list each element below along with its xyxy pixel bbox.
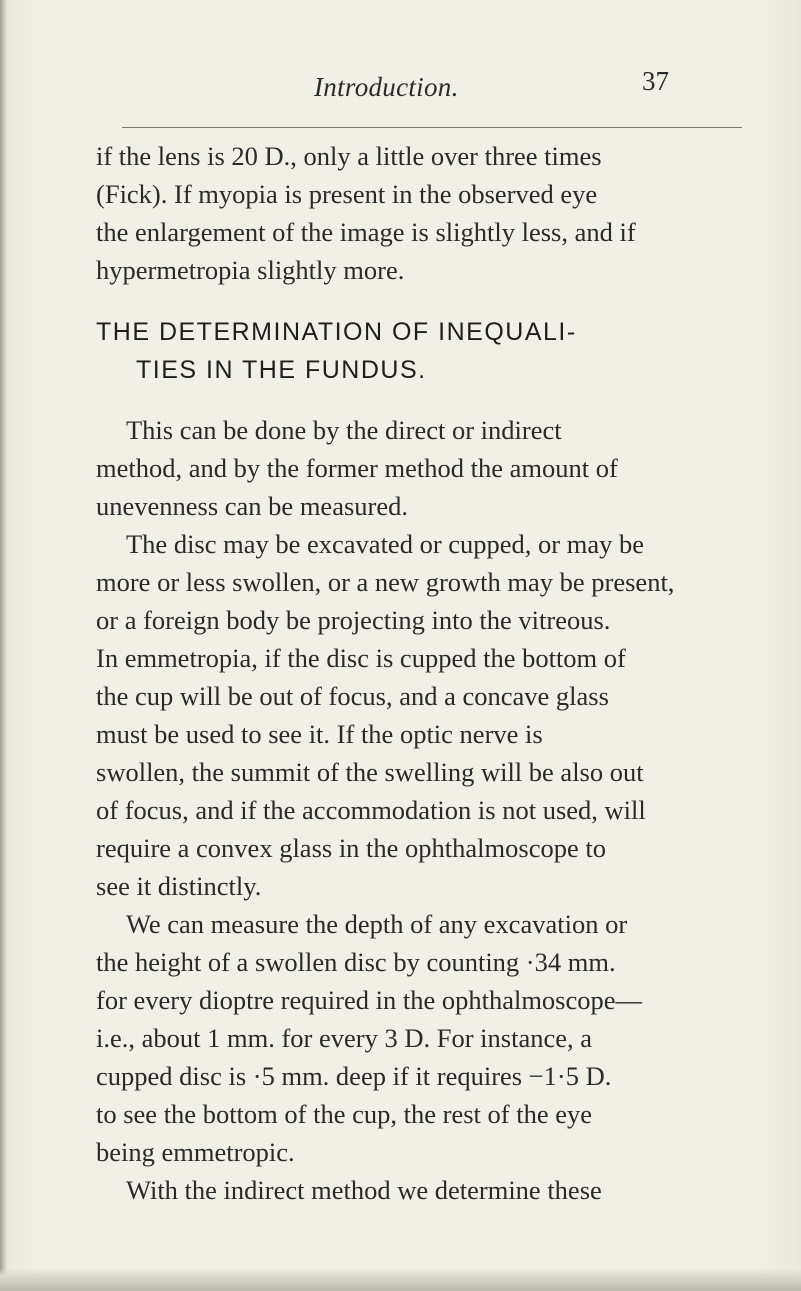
text-line: the enlargement of the image is slightly less, and if	[96, 217, 636, 247]
text-line: if the lens is 20 D., only a little over three times	[96, 141, 602, 171]
text-line: This can be done by the direct or indirect	[126, 415, 562, 445]
page-bottom-shadow	[0, 1268, 801, 1291]
text-line: require a convex glass in the ophthalmoscope to	[96, 833, 606, 863]
text-line: We can measure the depth of any excavation or	[126, 909, 628, 939]
text-line: swollen, the summit of the swelling will be also out	[96, 757, 644, 787]
text-line: the cup will be out of focus, and a concave glass	[96, 681, 609, 711]
text-line: method, and by the former method the amount of	[96, 453, 618, 483]
text-line: more or less swollen, or a new growth may be present,	[96, 567, 675, 597]
text-line: With the indirect method we determine these	[126, 1175, 602, 1205]
page-number: 37	[642, 66, 669, 96]
text-line: the height of a swollen disc by counting ·34 mm.	[96, 947, 616, 977]
text-line: of focus, and if the accommodation is not used, will	[96, 795, 646, 825]
text-line: see it distinctly.	[96, 871, 262, 901]
text-line: i.e., about 1 mm. for every 3 D. For instance, a	[96, 1023, 593, 1053]
section-heading-line-2: TIES IN THE FUNDUS.	[136, 356, 427, 384]
text-line: (Fick). If myopia is present in the observed eye	[96, 179, 598, 209]
text-line: In emmetropia, if the disc is cupped the bottom of	[96, 643, 626, 673]
text-line: to see the bottom of the cup, the rest of the eye	[96, 1099, 592, 1129]
header-rule	[122, 127, 742, 128]
text-line: The disc may be excavated or cupped, or may be	[126, 529, 645, 559]
text-line: hypermetropia slightly more.	[96, 255, 405, 285]
text-line: must be used to see it. If the optic nerve is	[96, 719, 543, 749]
text-line: unevenness can be measured.	[96, 491, 408, 521]
page-binding-shadow	[0, 0, 7, 1291]
text-line: being emmetropic.	[96, 1137, 295, 1167]
running-title: Introduction.	[314, 72, 459, 102]
text-line: for every dioptre required in the ophthalmoscope—	[96, 985, 643, 1015]
text-line: cupped disc is ·5 mm. deep if it requires −1·5 D.	[96, 1061, 612, 1091]
text-line: or a foreign body be projecting into the vitreous.	[96, 605, 611, 635]
section-heading-line-1: THE DETERMINATION OF INEQUALI-	[96, 318, 577, 346]
